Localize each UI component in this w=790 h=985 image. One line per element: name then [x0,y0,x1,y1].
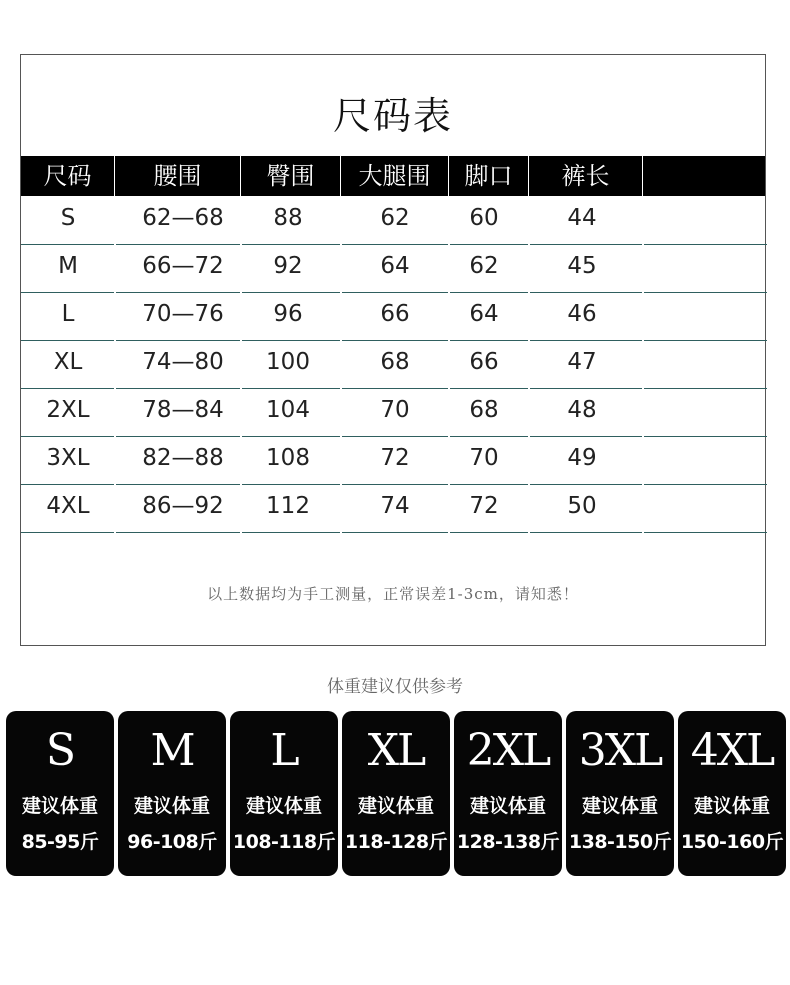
card-label: 建议体重 [581,795,658,817]
card-label: 建议体重 [469,795,546,817]
weight-card-2xl [454,711,562,876]
cell-size: L [61,301,75,327]
cell-hem: 66 [469,349,499,375]
weight-card-3xl [566,711,674,876]
cell-hem: 62 [469,253,499,279]
row-divider [21,532,765,533]
card-range: 108-118斤 [232,831,336,853]
cell-length: 48 [567,397,597,423]
card-size: M [150,725,194,776]
card-size: 3XL [578,725,662,776]
weight-card-s [6,711,114,876]
cell-size: 2XL [46,397,90,423]
weight-card-xl [342,711,450,876]
cell-thigh: 70 [380,397,410,423]
table-header [21,156,765,196]
cell-hip: 100 [266,349,310,375]
cell-waist: 74—80 [142,349,224,375]
card-range: 128-138斤 [456,831,560,853]
weight-card-l [230,711,338,876]
measurement-note: 以上数据均为手工测量，正常误差1-3cm，请知悉！ [207,585,579,603]
cell-hip: 108 [266,445,310,471]
cell-waist: 62—68 [142,205,224,231]
cell-length: 50 [567,493,597,519]
cell-length: 45 [567,253,597,279]
card-label: 建议体重 [133,795,210,817]
card-label: 建议体重 [693,795,770,817]
table-row [21,245,765,293]
card-size: S [45,725,75,776]
card-range: 85-95斤 [21,831,99,853]
cell-waist: 86—92 [142,493,224,519]
cell-size: S [60,205,76,231]
header-length: 裤长 [529,156,643,196]
cell-length: 47 [567,349,597,375]
card-label: 建议体重 [21,795,98,817]
table-row [21,485,765,533]
weight-card-4xl [678,711,786,876]
header-thigh: 大腿围 [341,156,449,196]
cell-hip: 112 [266,493,310,519]
cell-thigh: 74 [380,493,410,519]
cell-waist: 70—76 [142,301,224,327]
cell-hip: 96 [273,301,303,327]
card-size: L [270,725,298,776]
cell-size: M [58,253,78,279]
cell-size: 4XL [46,493,90,519]
cell-size: XL [53,349,83,375]
header-hem: 脚口 [449,156,529,196]
cell-thigh: 62 [380,205,410,231]
card-size: XL [367,725,425,776]
size-chart-title: 尺码表 [332,94,453,138]
card-size: 2XL [466,725,550,776]
cell-length: 46 [567,301,597,327]
cell-hip: 104 [266,397,310,423]
cell-hem: 64 [469,301,499,327]
cell-hip: 92 [273,253,303,279]
weight-guide-caption: 体重建议仅供参考 [327,677,463,697]
table-row [21,437,765,485]
cell-length: 44 [567,205,597,231]
cell-thigh: 64 [380,253,410,279]
cell-hem: 70 [469,445,499,471]
card-range: 150-160斤 [680,831,784,853]
cell-waist: 82—88 [142,445,224,471]
card-label: 建议体重 [245,795,322,817]
header-empty [643,156,767,196]
cell-waist: 78—84 [142,397,224,423]
cell-length: 49 [567,445,597,471]
card-range: 96-108斤 [127,831,217,853]
cell-waist: 66—72 [142,253,224,279]
header-size: 尺码 [21,156,115,196]
card-size: 4XL [690,725,774,776]
cell-size: 3XL [46,445,90,471]
cell-hem: 60 [469,205,499,231]
cell-hem: 68 [469,397,499,423]
card-label: 建议体重 [357,795,434,817]
table-row [21,293,765,341]
header-hip: 臀围 [241,156,341,196]
cell-hem: 72 [469,493,499,519]
cell-hip: 88 [273,205,303,231]
table-row [21,197,765,245]
size-chart [20,54,766,646]
card-range: 118-128斤 [344,831,448,853]
table-row [21,341,765,389]
cell-thigh: 68 [380,349,410,375]
table-row [21,389,765,437]
card-range: 138-150斤 [568,831,672,853]
cell-thigh: 72 [380,445,410,471]
cell-thigh: 66 [380,301,410,327]
weight-card-m [118,711,226,876]
header-waist: 腰围 [115,156,241,196]
